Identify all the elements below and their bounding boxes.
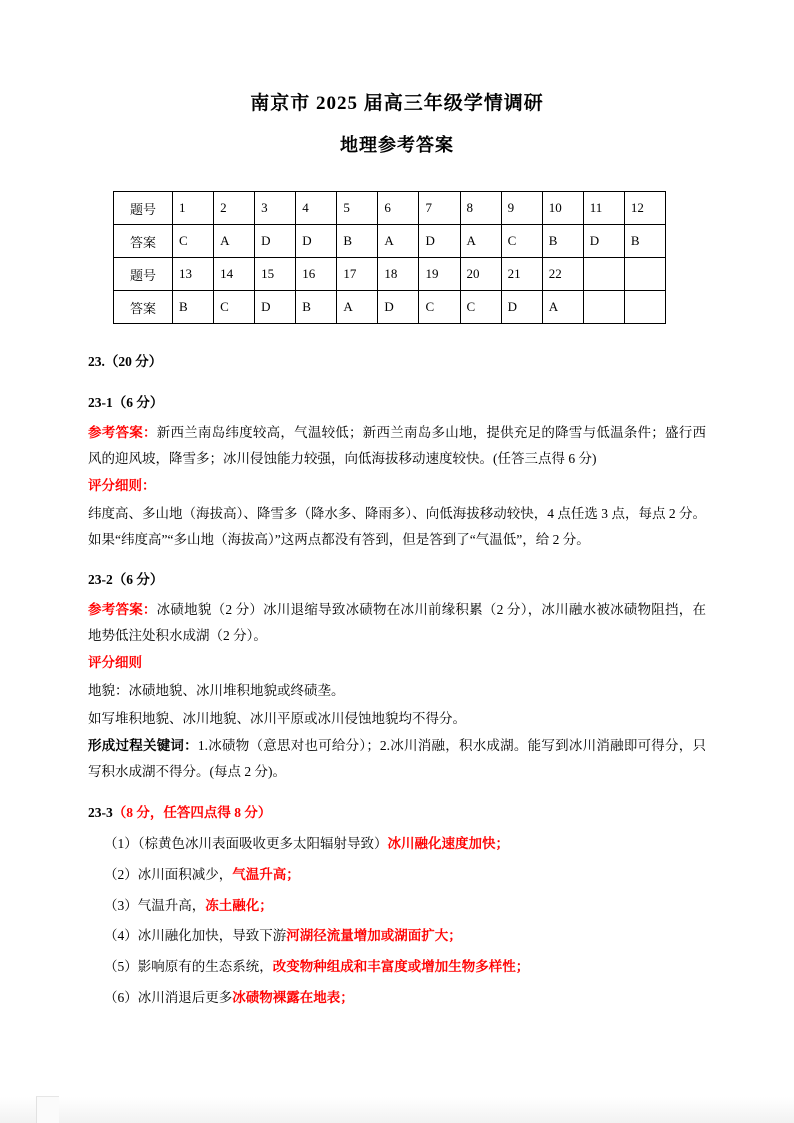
cell: 14 bbox=[214, 258, 255, 291]
item-tail: ； bbox=[515, 959, 530, 975]
cell: 13 bbox=[173, 258, 214, 291]
cell: C bbox=[460, 291, 501, 324]
question-23-2-reference bbox=[88, 597, 706, 648]
row-label: 答案 bbox=[114, 225, 173, 258]
cell: 3 bbox=[255, 192, 296, 225]
cell: A bbox=[542, 291, 583, 324]
cell: A bbox=[460, 225, 501, 258]
question-23-2-heading: 23-2（6 分） bbox=[88, 572, 164, 588]
rubric-label: 评分细则 bbox=[88, 655, 142, 671]
cell: 7 bbox=[419, 192, 460, 225]
cell bbox=[624, 258, 665, 291]
cell: 20 bbox=[460, 258, 501, 291]
cell bbox=[624, 291, 665, 324]
item-index: （5） bbox=[104, 959, 138, 975]
item-tail: ； bbox=[259, 897, 273, 913]
cell: C bbox=[173, 225, 214, 258]
cell bbox=[583, 291, 624, 324]
question-23-block bbox=[88, 350, 706, 1011]
question-23-2-rubric-label-line bbox=[88, 650, 706, 676]
question-23-2-rubric-line-2: 如写堆积地貌、冰川地貌、冰川平原或冰川侵蚀地貌均不得分。 bbox=[88, 710, 466, 726]
item-index: （6） bbox=[104, 990, 138, 1006]
cell: D bbox=[419, 225, 460, 258]
table-row bbox=[114, 291, 666, 324]
cell: 6 bbox=[378, 192, 419, 225]
row-label: 题号 bbox=[114, 192, 173, 225]
table-row bbox=[114, 225, 666, 258]
keyword-text: 1.冰碛物（意思对也可给分）；2.冰川消融，积水成湖。能写到冰川消融即可得分，只写积水成湖不得分。(每点 2 分)。 bbox=[88, 738, 707, 779]
question-23-3-note: （8 分，任答四点得 8 分） bbox=[112, 804, 272, 820]
page-title: 南京市 2025 届高三年级学情调研 bbox=[250, 93, 544, 114]
item-red-text: 河湖径流量增加或湖面扩大 bbox=[286, 928, 449, 944]
item-red-text: 冰碛物裸露在地表 bbox=[232, 990, 341, 1006]
cell: C bbox=[419, 291, 460, 324]
cell: 21 bbox=[501, 258, 542, 291]
list-item bbox=[88, 986, 706, 1011]
table-row bbox=[114, 192, 666, 225]
keyword-label: 形成过程关键词： bbox=[88, 738, 198, 754]
cell: 10 bbox=[542, 192, 583, 225]
cell: D bbox=[501, 291, 542, 324]
question-23-3-heading bbox=[88, 801, 706, 826]
cell: 22 bbox=[542, 258, 583, 291]
question-23-1-reference bbox=[88, 420, 706, 471]
list-item bbox=[88, 955, 706, 980]
rubric-label: 评分细则： bbox=[88, 478, 156, 494]
question-23-3-number: 23-3 bbox=[88, 804, 113, 820]
item-index: （1） bbox=[104, 835, 138, 851]
item-tail: ； bbox=[340, 990, 354, 1006]
item-tail: ； bbox=[286, 866, 300, 882]
page-corner-fold bbox=[36, 1096, 59, 1123]
cell: D bbox=[583, 225, 624, 258]
item-tail: ； bbox=[448, 928, 462, 944]
item-index: （2） bbox=[104, 866, 138, 882]
page-bottom-shadow bbox=[0, 1097, 794, 1123]
cell: 18 bbox=[378, 258, 419, 291]
table-row bbox=[114, 258, 666, 291]
reference-answer-text: 冰碛地貌（2 分）冰川退缩导致冰碛物在冰川前缘积累（2 分），冰川融水被冰碛物阻挡，在地势低注处积水成湖（2 分）。 bbox=[88, 602, 707, 643]
item-tail: ； bbox=[495, 835, 509, 851]
item-black-text: 气温升高， bbox=[137, 897, 206, 913]
row-label: 题号 bbox=[114, 258, 173, 291]
cell: 5 bbox=[337, 192, 378, 225]
reference-answer-label: 参考答案： bbox=[88, 602, 157, 618]
row-label: 答案 bbox=[114, 291, 173, 324]
cell: A bbox=[337, 291, 378, 324]
reference-answer-text: 新西兰南岛纬度较高，气温较低；新西兰南岛多山地，提供充足的降雪与低温条件；盛行西风的迎风坡，降雪多；冰川侵蚀能力较强，向低海拔移动速度较快。(任答三点得 6 分) bbox=[88, 424, 707, 466]
question-23-2-rubric-line-1: 地貌：冰碛地貌、冰川堆积地貌或终碛垄。 bbox=[88, 683, 345, 699]
item-black-text: 冰川面积减少， bbox=[137, 866, 233, 882]
question-23-1-rubric-text: 纬度高、多山地（海拔高）、降雪多（降水多、降雨多）、向低海拔移动较快，4 点任选 3 点，每点 2 分。如果“纬度高”“多山地（海拔高）”这两点都没有答到，但是答到了“气温低”，给 2 分。 bbox=[88, 505, 706, 547]
cell: 15 bbox=[255, 258, 296, 291]
cell: D bbox=[255, 225, 296, 258]
cell: 11 bbox=[583, 192, 624, 225]
item-red-text: 冰川融化速度加快 bbox=[387, 835, 496, 851]
cell: A bbox=[378, 225, 419, 258]
cell: 2 bbox=[214, 192, 255, 225]
cell: D bbox=[378, 291, 419, 324]
page-subtitle: 地理参考答案 bbox=[340, 135, 454, 155]
cell: 16 bbox=[296, 258, 337, 291]
cell: D bbox=[296, 225, 337, 258]
cell: 17 bbox=[337, 258, 378, 291]
cell: B bbox=[542, 225, 583, 258]
item-black-text: 冰川消退后更多 bbox=[137, 990, 233, 1006]
cell: 4 bbox=[296, 192, 337, 225]
item-index: （4） bbox=[104, 928, 138, 944]
item-black-text: （棕黄色冰川表面吸收更多太阳辐射导致） bbox=[137, 835, 388, 851]
item-red-text: 改变物种组成和丰富度或增加生物多样性 bbox=[272, 959, 516, 975]
cell: 19 bbox=[419, 258, 460, 291]
cell: C bbox=[214, 291, 255, 324]
reference-answer-label: 参考答案： bbox=[88, 424, 157, 440]
cell: C bbox=[501, 225, 542, 258]
list-item bbox=[88, 863, 706, 888]
cell: B bbox=[296, 291, 337, 324]
cell: B bbox=[624, 225, 665, 258]
item-red-text: 冻土融化 bbox=[205, 897, 260, 913]
cell: B bbox=[337, 225, 378, 258]
question-23-1-rubric-label-line bbox=[88, 473, 706, 499]
list-item bbox=[88, 832, 706, 857]
item-black-text: 冰川融化加快，导致下游 bbox=[137, 928, 287, 944]
cell: A bbox=[214, 225, 255, 258]
answer-key-table bbox=[113, 191, 666, 324]
cell bbox=[583, 258, 624, 291]
item-red-text: 气温升高 bbox=[232, 866, 287, 882]
question-23-2-keywords bbox=[88, 733, 706, 784]
question-23-heading: 23.（20 分） bbox=[88, 354, 163, 369]
question-23-1-heading: 23-1（6 分） bbox=[88, 394, 164, 410]
cell: B bbox=[173, 291, 214, 324]
item-black-text: 影响原有的生态系统， bbox=[137, 959, 273, 975]
cell: 9 bbox=[501, 192, 542, 225]
cell: 12 bbox=[624, 192, 665, 225]
list-item bbox=[88, 924, 706, 949]
list-item bbox=[88, 894, 706, 919]
cell: 8 bbox=[460, 192, 501, 225]
cell: 1 bbox=[173, 192, 214, 225]
cell: D bbox=[255, 291, 296, 324]
item-index: （3） bbox=[104, 897, 138, 913]
